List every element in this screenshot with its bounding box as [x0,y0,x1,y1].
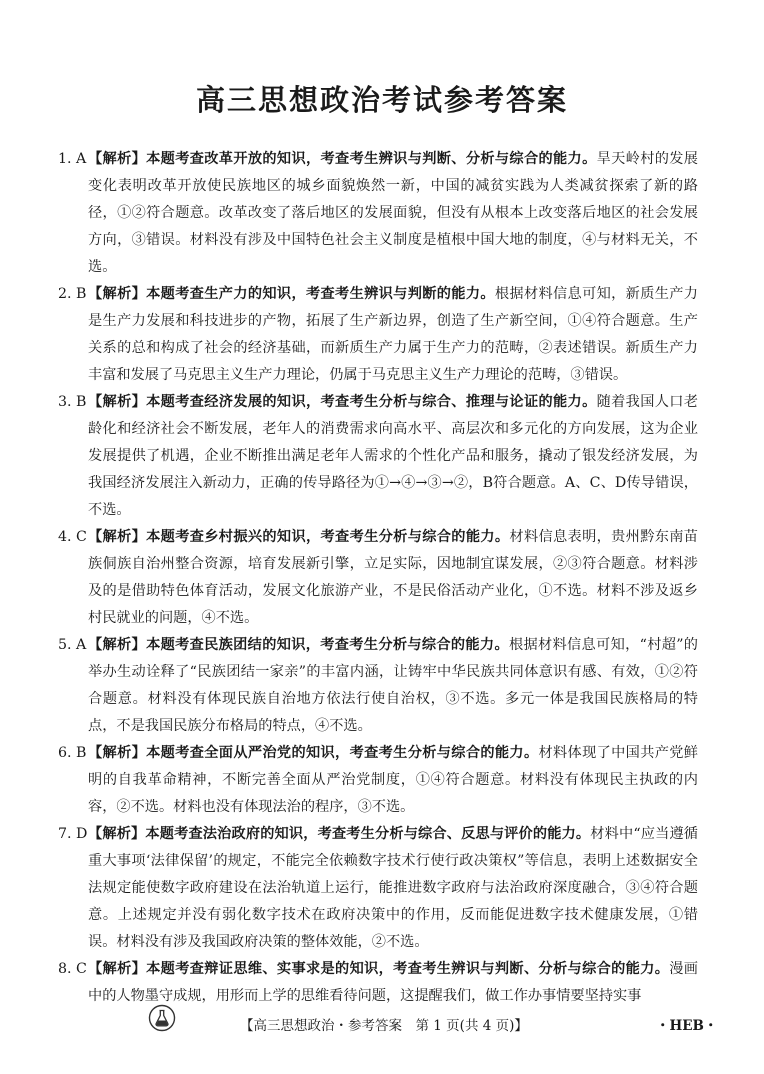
analysis-body: 材料中“应当遵循重大事项‘法律保留’的规定，不能完全依赖数字技术行使行政决策权”等信息，表明上述数据安全法规定能使数字政府建设在法治轨道上运行，能推进数字政府与法治政府深度融合，③④符合题意。上述规定并没有弱化数字技术在政府决策中的作用，反而能促进数字技术健康发展，①错误。材料没有涉及我国政府决策的整体效能，②不选。 [88,826,698,950]
answer-number: 5. A [58,637,87,653]
answer-number: 7. D [58,826,88,842]
answer-number: 6. B [58,745,87,761]
footer-code: ・HEB・ [656,1018,718,1034]
answer-item [58,740,698,821]
answer-item [58,389,698,524]
analysis-heading: 【解析】本题考查经济发展的知识，考查考生分析与综合、推理与论证的能力。 [88,394,597,410]
analysis-body: 随着我国人口老龄化和经济社会不断发展，老年人的消费需求向高水平、高层次和多元化的方向发展，这为企业发展提供了机遇，企业不断推出满足老年人需求的个性化产品和服务，撬动了银发经济发展，为我国经济发展注入新动力，正确的传导路径为①→④→③→②，B符合题意。A、C、D传导错误，不选。 [88,394,698,518]
answer-item [58,821,698,956]
analysis-heading: 【解析】本题考查法治政府的知识，考查考生分析与综合、反思与评价的能力。 [88,826,591,842]
analysis-body: 旱天岭村的发展变化表明改革开放使民族地区的城乡面貌焕然一新，中国的减贫实践为人类减贫探索了新的路径，①②符合题意。改革改变了落后地区的发展面貌，但没有从根本上改变落后地区的社会发展方向，③错误。材料没有涉及中国特色社会主义制度是植根中国大地的制度，④与材料无关，不选。 [88,151,698,275]
analysis-body: 根据材料信息可知，新质生产力是生产力发展和科技进步的产物，拓展了生产新边界，创造了生产新空间，①④符合题意。生产关系的总和构成了社会的经济基础，而新质生产力属于生产力的范畴，②表述错误。新质生产力丰富和发展了马克思主义生产力理论，仍属于马克思主义生产力理论的范畴，③错误。 [88,286,698,383]
analysis-heading: 【解析】本题考查乡村振兴的知识，考查考生分析与综合的能力。 [88,529,510,545]
answer-number: 3. B [58,394,87,410]
analysis-heading: 【解析】本题考查全面从严治党的知识，考查考生分析与综合的能力。 [88,745,539,761]
analysis-heading: 【解析】本题考查辩证思维、实事求是的知识，考查考生辨识与判断、分析与综合的能力。 [88,961,670,977]
analysis-heading: 【解析】本题考查生产力的知识，考查考生辨识与判断的能力。 [88,286,495,302]
answer-list [58,146,698,1010]
answer-number: 2. B [58,286,87,302]
analysis-body: 材料体现了中国共产党鲜明的自我革命精神，不断完善全面从严治党制度，①④符合题意。材料没有体现民主执政的内容，②不选。材料也没有体现法治的程序，③不选。 [88,745,698,815]
answer-item [58,524,698,632]
page-footer [0,1002,764,1042]
footer-page-info: 【高三思想政治・参考答案 第 1 页(共 4 页)】 [240,1018,528,1034]
analysis-body: 漫画中的人物墨守成规，用形而上学的思维看待问题，这提醒我们，做工作办事情要坚持实事 [88,961,698,1004]
analysis-body: 材料信息表明，贵州黔东南苗族侗族自治州整合资源，培育发展新引擎，立足实际，因地制宜谋发展，②③符合题意。材料涉及的是借助特色体育活动，发展文化旅游产业，不是民俗活动产业化，①不选。材料不涉及返乡村民就业的问题，④不选。 [88,529,698,626]
answer-number: 8. C [58,961,87,977]
page-title: 高三思想政治考试参考答案 [195,83,568,117]
answer-number: 1. A [58,151,87,167]
answer-number: 4. C [58,529,87,545]
answer-item [58,281,698,389]
answer-item [58,632,698,740]
flask-logo-icon [148,1004,176,1032]
analysis-heading: 【解析】本题考查改革开放的知识，考查考生辨识与判断、分析与综合的能力。 [88,151,597,167]
analysis-heading: 【解析】本题考查民族团结的知识，考查考生分析与综合的能力。 [88,637,509,653]
answer-item [58,146,698,281]
analysis-body: 根据材料信息可知，“村超”的举办生动诠释了“民族团结一家亲”的丰富内涵，让铸牢中华民族共同体意识有感、有效，①②符合题意。材料没有体现民族自治地方依法行使自治权，③不选。多元一体是我国民族格局的特点，不是我国民族分布格局的特点，④不选。 [88,637,698,734]
